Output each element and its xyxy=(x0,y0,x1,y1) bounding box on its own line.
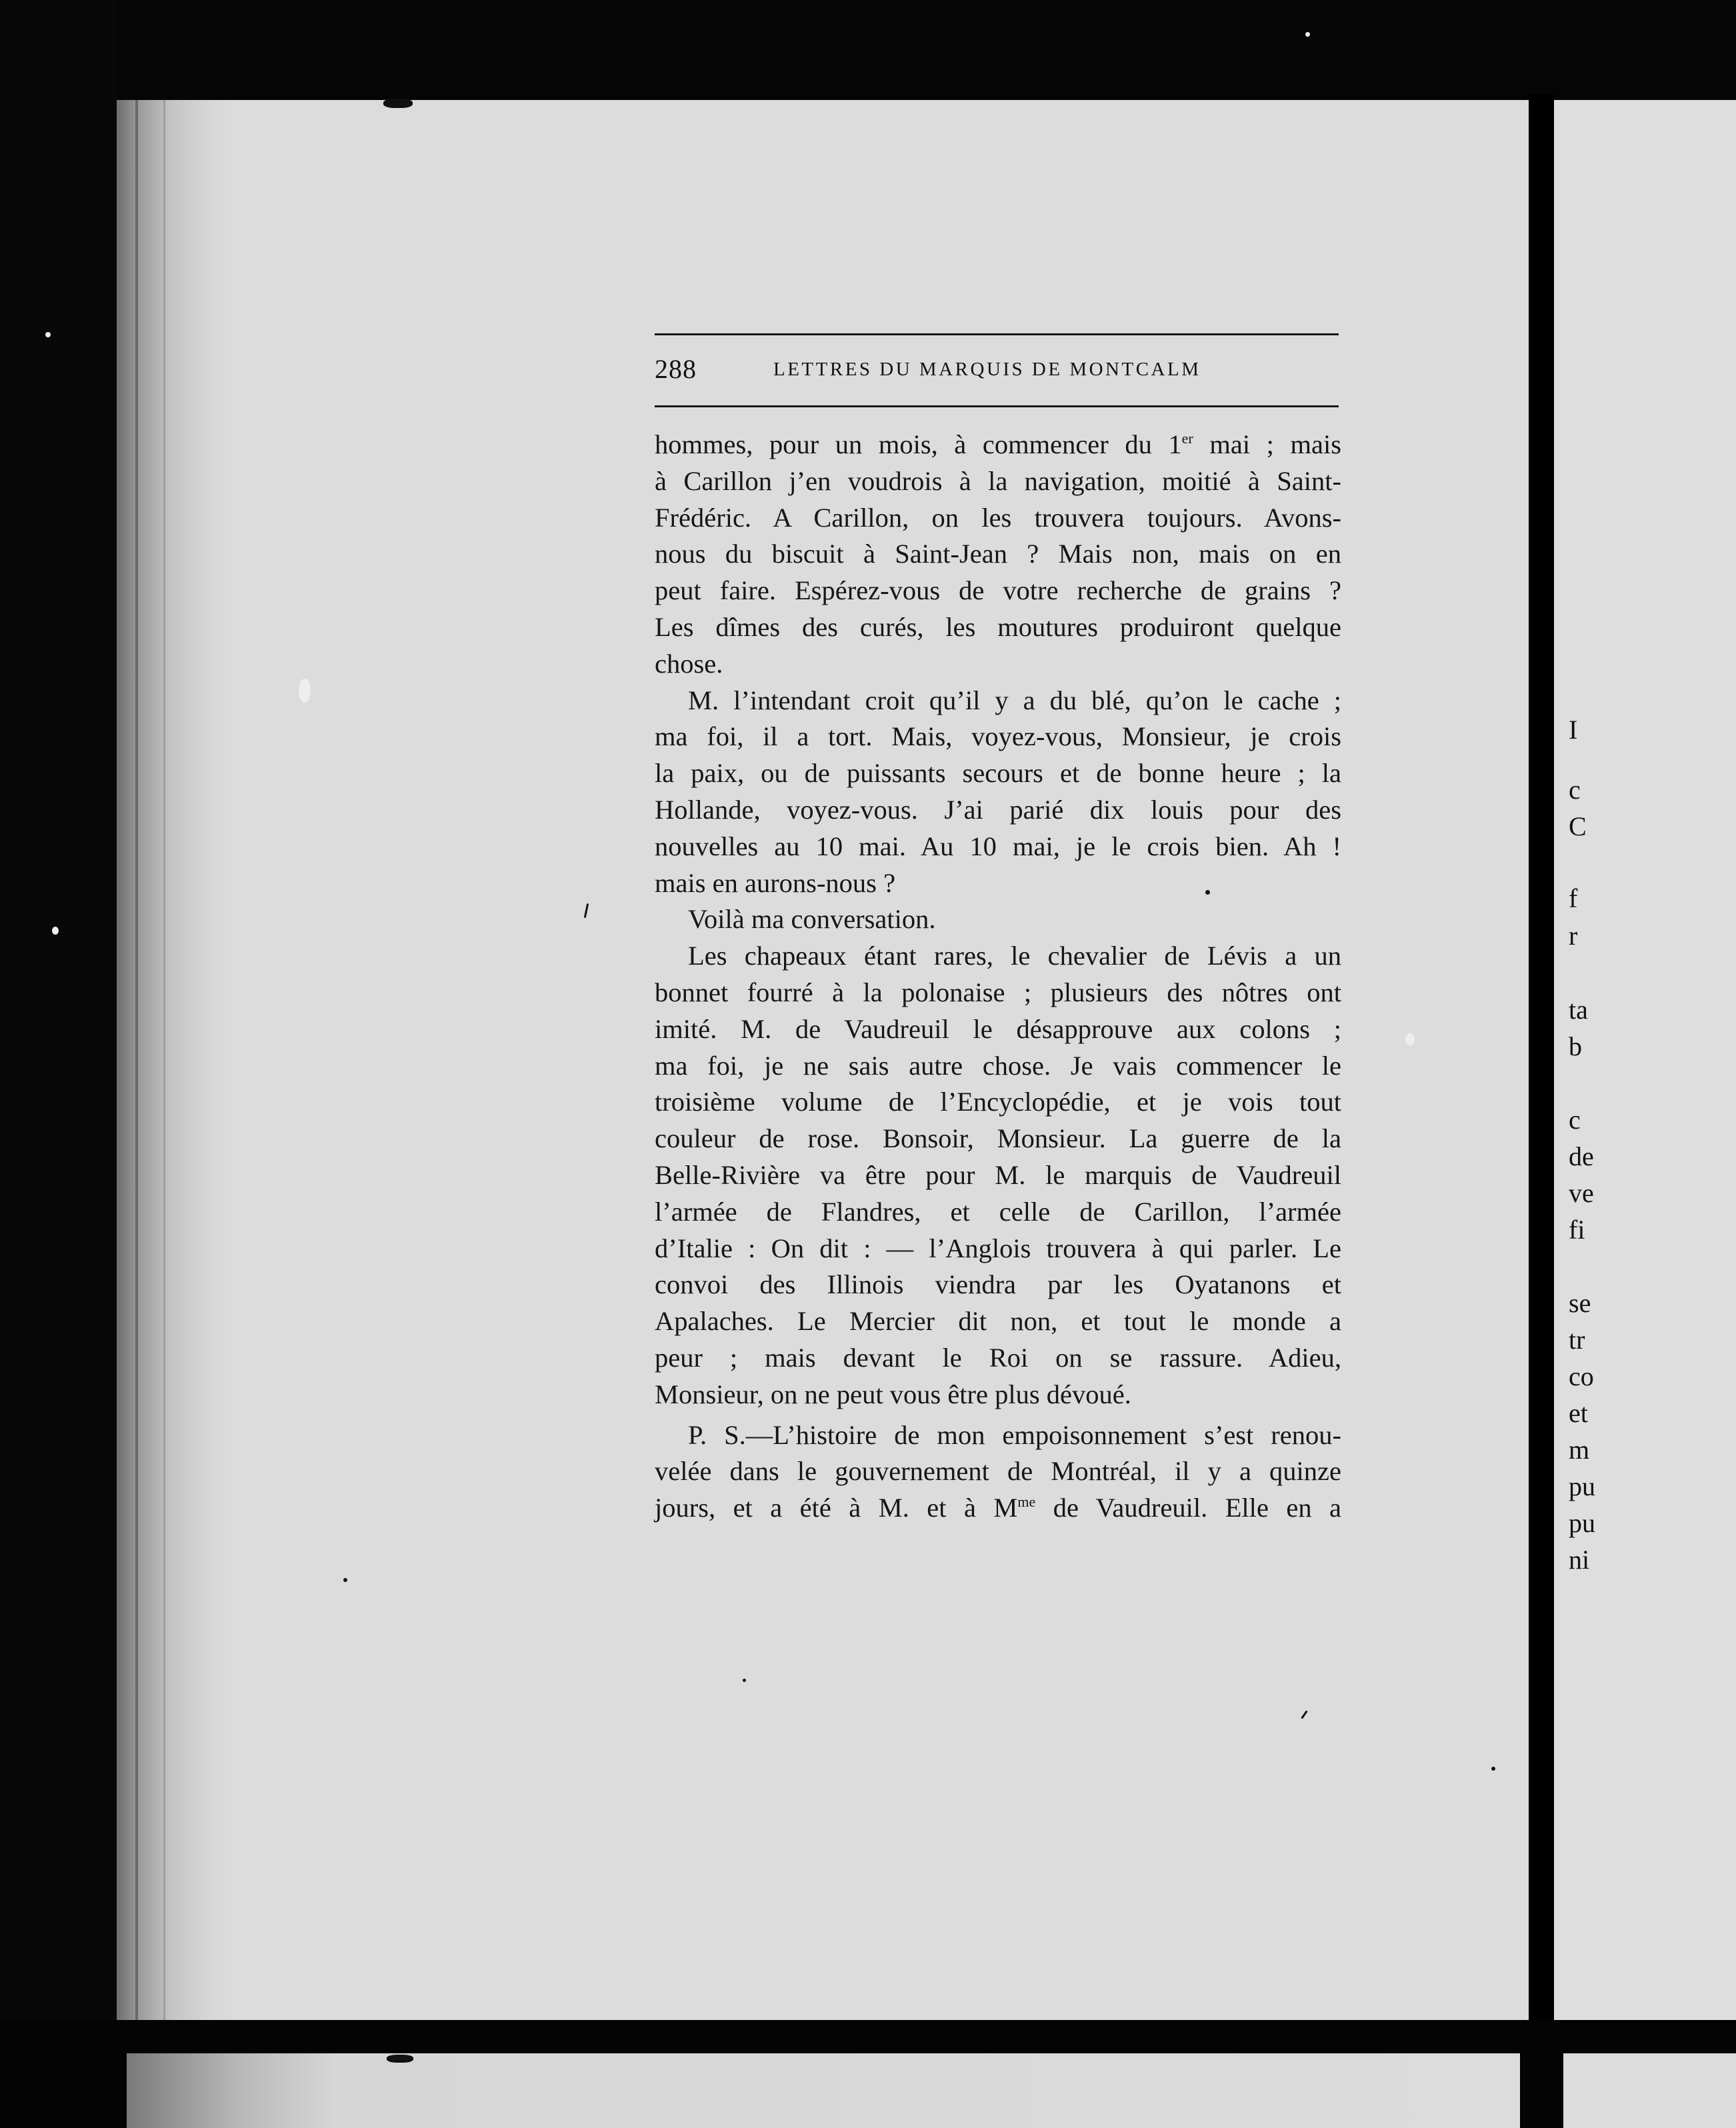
text-line: hommes, pour un mois, à commencer du 1er mai ; mais xyxy=(655,429,1341,459)
facing-page-letter: c xyxy=(1569,775,1581,805)
text-line: Belle-Rivière va être pour M. le marquis de Vaudreuil xyxy=(655,1159,1341,1190)
text-line: Les chapeaux étant rares, le chevalier de Lévis a un xyxy=(688,941,1341,971)
white-speck xyxy=(299,679,311,703)
text-line: ma foi, je ne sais autre chose. Je vais commencer le xyxy=(655,1050,1341,1081)
text-line: nous du biscuit à Saint-Jean ? Mais non, mais on en xyxy=(655,539,1341,569)
text-line: chose. xyxy=(655,648,723,679)
next-frame-page-edge xyxy=(127,2053,1520,2128)
text-line: peur ; mais devant le Roi on se rassure. Adieu, xyxy=(655,1342,1341,1373)
facing-page-letter: I xyxy=(1569,715,1578,745)
running-title: LETTRES DU MARQUIS DE MONTCALM xyxy=(773,359,1201,380)
header-rule-bottom xyxy=(655,405,1339,407)
text-line: peut faire. Espérez-vous de votre recherche de grains ? xyxy=(655,575,1341,606)
dust-speck xyxy=(343,1578,347,1582)
facing-page-letter: de xyxy=(1569,1141,1594,1171)
next-frame-facing-edge xyxy=(1563,2053,1736,2128)
text-line: Les dîmes des curés, les moutures produiront quelque xyxy=(655,611,1341,642)
text-line: velée dans le gouvernement de Montréal, il y a quinze xyxy=(655,1456,1341,1487)
facing-page-fragment xyxy=(1554,100,1736,2020)
facing-page-letter: et xyxy=(1569,1398,1588,1428)
text-line: Voilà ma conversation. xyxy=(688,904,936,935)
text-line: mais en aurons-nous ? xyxy=(655,867,896,898)
facing-page-letter: ta xyxy=(1569,995,1588,1025)
text-line: jours, et a été à M. et à $M^{me}$ de Vaudreuil. Elle en a xyxy=(655,1493,1342,1523)
page-binding-shadow xyxy=(117,100,237,2020)
text-line: à Carillon j’en voudrois à la navigation, moitié à Saint- xyxy=(655,465,1341,496)
text-line: convoi des Illinois viendra par les Oyatanons et xyxy=(655,1269,1341,1300)
dust-speck xyxy=(1205,890,1210,895)
facing-page-letter: co xyxy=(1569,1361,1594,1391)
white-speck xyxy=(52,927,59,935)
text-line: l’armée de Flandres, et celle de Carillon, l’armée xyxy=(655,1196,1341,1227)
facing-page-letter: se xyxy=(1569,1288,1591,1318)
facing-page-letter: c xyxy=(1569,1105,1581,1135)
text-line: Hollande, voyez-vous. J’ai parié dix louis pour des xyxy=(655,794,1341,825)
facing-page-letter: f xyxy=(1569,883,1578,913)
facing-page-letter: C xyxy=(1569,811,1587,841)
facing-page-letter: fi xyxy=(1569,1215,1585,1245)
facing-page-letter: ni xyxy=(1569,1545,1590,1575)
text-line: bonnet fourré à la polonaise ; plusieurs des nôtres ont xyxy=(655,977,1341,1007)
page-number: 288 xyxy=(655,354,697,384)
dust-speck xyxy=(1491,1767,1495,1771)
text-line: ma foi, il a tort. Mais, voyez-vous, Monsieur, je crois xyxy=(655,721,1341,752)
body-text xyxy=(655,427,1341,1527)
facing-page-letter: pu xyxy=(1569,1471,1595,1501)
text-line: Apalaches. Le Mercier dit non, et tout le monde a xyxy=(655,1306,1341,1337)
dust-speck xyxy=(743,1679,746,1682)
facing-page-letter: b xyxy=(1569,1031,1582,1061)
running-header xyxy=(655,353,1339,387)
text-line: la paix, ou de puissants secours et de bonne heure ; la xyxy=(655,758,1341,789)
facing-page-letter: ve xyxy=(1569,1178,1594,1208)
text-line: nouvelles au 10 mai. Au 10 mai, je le crois bien. Ah ! xyxy=(655,831,1341,861)
white-speck xyxy=(1405,1033,1415,1045)
text-line: d’Italie : On dit : — l’Anglois trouvera à qui parler. Le xyxy=(655,1233,1341,1263)
text-line: Frédéric. A Carillon, on les trouvera toujours. Avons- xyxy=(655,502,1341,533)
text-line: couleur de rose. Bonsoir, Monsieur. La guerre de la xyxy=(655,1123,1341,1154)
text-line: imité. M. de Vaudreuil le désapprouve aux colons ; xyxy=(655,1013,1341,1044)
text-line: M. l’intendant croit qu’il y a du blé, qu’on le cache ; xyxy=(688,685,1341,715)
film-strip-left xyxy=(0,0,117,2128)
text-line: P. S.—L’histoire de mon empoisonnement s’est renou- xyxy=(688,1419,1341,1450)
white-speck xyxy=(45,332,51,337)
text-line: troisième volume de l’Encyclopédie, et je vois tout xyxy=(655,1087,1341,1117)
facing-page-letter: m xyxy=(1569,1435,1590,1465)
facing-page-letter: pu xyxy=(1569,1508,1595,1538)
film-blemish xyxy=(383,99,413,108)
white-speck xyxy=(1305,32,1310,37)
text-line: Monsieur, on ne peut vous être plus dévoué. xyxy=(655,1379,1131,1409)
header-rule-top xyxy=(655,333,1339,335)
page-gutter xyxy=(1529,93,1554,2027)
film-blemish xyxy=(387,2055,413,2063)
film-strip-top xyxy=(0,0,1736,100)
facing-page-letter: tr xyxy=(1569,1325,1585,1355)
facing-page-letter: r xyxy=(1569,921,1578,951)
